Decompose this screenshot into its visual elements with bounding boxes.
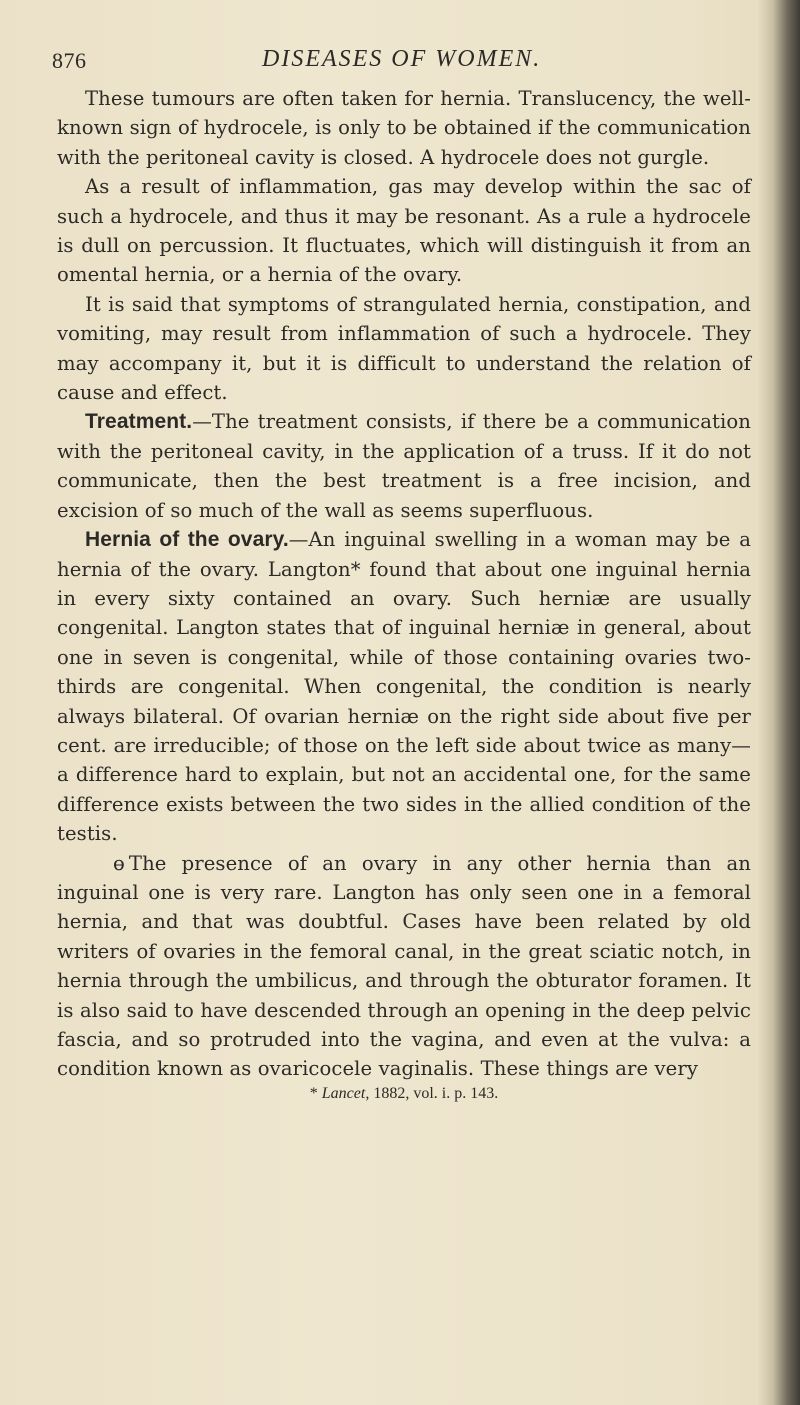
paragraph-inflammation: As a result of inflammation, gas may develop within the sac of such a hydrocele, and thus it may be resonant. As a rule a hydrocele is dull on percussion. It fluctuates, which will distinguish it from an omental hernia, or a hernia of the ovary.: [57, 175, 751, 287]
footnote-marker: *: [309, 1084, 318, 1102]
page-number: 876: [52, 48, 87, 73]
footnote-source: Lancet,: [321, 1084, 370, 1102]
paragraph-translucency: These tumours are often taken for hernia. Translucency, the well-known sign of hydrocele, is only to be obtained if the communication with the peritoneal cavity is closed. A hydrocele does not gurgle.: [57, 87, 751, 169]
footnote-citation: 1882, vol. i. p. 143.: [373, 1084, 499, 1102]
running-head: DISEASES OF WOMEN.: [262, 46, 542, 72]
paragraph-symptoms: It is said that symptoms of strangulated hernia, constipation, and vomiting, may result from inflammation of such a hydrocele. They may accompany it, but it is difficult to understand the relation of cause and effect.: [57, 292, 751, 405]
paragraph-treatment: [57, 407, 751, 525]
treatment-heading: Treatment.: [85, 410, 193, 434]
body-text: [57, 84, 751, 1104]
treatment-text: —The treatment consists, if there be a communication with the peritoneal cavity, in the application of a truss. If it do not communicate, then the best treatment is a free incision, and excision of so much of the wall as seems superfluous.: [57, 410, 751, 522]
page-edge-shadow: [758, 0, 800, 1405]
paragraph-other-hernia: [57, 849, 751, 1084]
hernia-ovary-heading: Hernia of the ovary.: [85, 528, 289, 552]
footnote: [57, 1084, 751, 1104]
other-hernia-text: The presence of an ovary in any other hernia than an inguinal one is very rare. Langton has only seen one in a femoral hernia, and that was doubtful. Cases have been related by old writers of ovaries in the femoral canal, in the great sciatic notch, in hernia through the umbilicus, and through the obturator foramen. It is also said to have descended through an opening in the deep pelvic fascia, and so protruded into the vagina, and even at the vulva: a condition known as ovaricocele vaginalis. These things are very: [57, 851, 751, 1081]
page-header: [52, 42, 742, 82]
margin-mark: ɵ: [113, 851, 125, 875]
hernia-ovary-text: —An inguinal swelling in a woman may be a hernia of the ovary. Langton* found that about one inguinal hernia in every sixty contained an ovary. Such herniæ are usually congenital. Langton states that of inguinal herniæ in general, about one in seven is congenital, while of those containing ovaries two-thirds are congenital. When congenital, the condition is nearly always bilateral. Of ovarian herniæ on the right side about five per cent. are irreducible; of those on the left side about twice as many—a difference hard to explain, but not an accidental one, for the same difference exists between the two sides in the allied condition of the testis.: [57, 528, 751, 846]
paragraph-hernia-ovary: [57, 525, 751, 848]
